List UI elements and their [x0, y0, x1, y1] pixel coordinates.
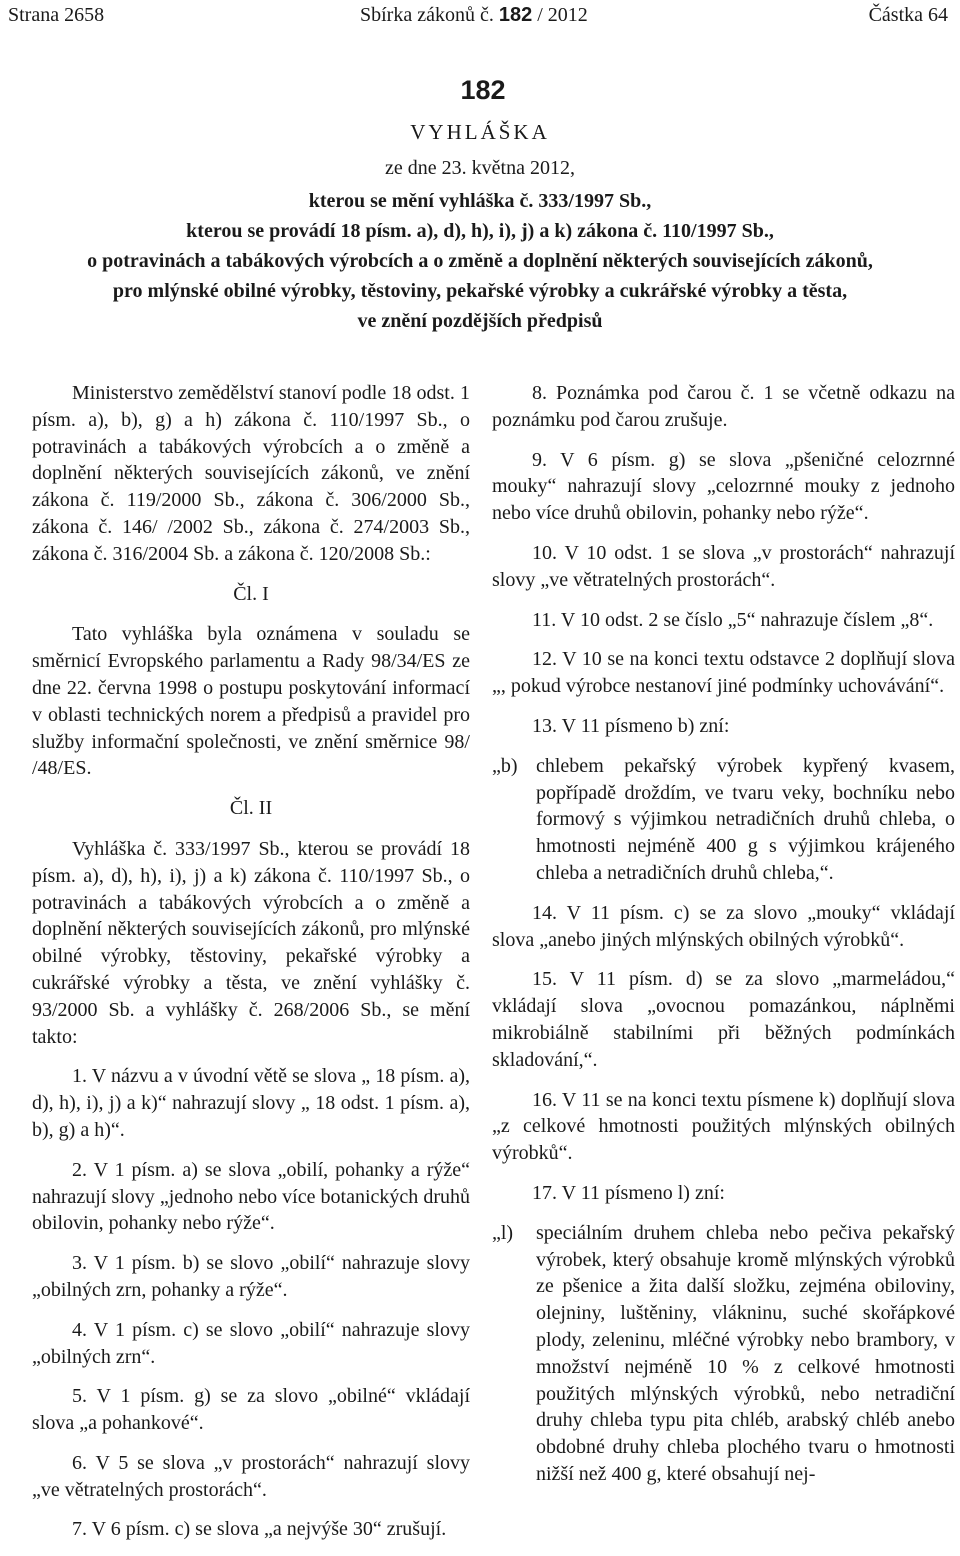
part-number: Částka 64 — [868, 4, 948, 26]
collection-number: 182 — [498, 4, 533, 26]
document-kind: VYHLÁŠKA — [410, 120, 550, 144]
amendment-point-16: 16. V 11 se na konci textu písmene k) doplňují slova „z celkové hmotnosti použitých mlýnských obilných výrobků“. — [492, 1088, 955, 1165]
article-2-text: Vyhláška č. 333/1997 Sb., kterou se provádí 18 písm. a), d), h), i), j) a k) zákona č. 110/1997 Sb., o potravinách a tabákových výrobcích a o změně a doplnění některých souvisejících zákonů, pro mlýnské obilné výrobky, těstoviny, pekařské výrobky a cukrářské výrobky a těsta, ve znění vyhlášky č. 93/2000 Sb. a vyhlášky č. 268/2006 Sb., se mění takto: — [32, 837, 470, 1048]
amendment-point-10: 10. V 10 odst. 1 se slova „v prostorách“ nahrazují slovy „ve větratelných prostorách“. — [492, 541, 955, 591]
amendment-point-3: 3. V 1 písm. b) se slovo „obilí“ nahrazuje slovy „obilných zrn, pohanky a rýže“. — [32, 1252, 470, 1301]
collection-prefix: Sbírka zákonů č. — [360, 4, 494, 26]
item-text: speciálním druhem chleba nebo pečiva pekařský výrobek, který obsahuje kromě mlýnských výrobků ze pšenice a žita další složku, zejména obiloviny, olejniny, luštěniny, vlákninu, suché skořápkové plody, zeleninu, mléčné výrobky nebo brambory, v množství nejméně 10 % z celkové hmotnosti použitých mlýnských výrobků, nebo netradiční druhy chleba typu pita chléb, arabský chléb anebo obdobné druhy chleba plochého tvaru o hmotnosti nižší než 400 g, které obsahují nej- — [536, 1221, 955, 1485]
collection-year: / 2012 — [537, 4, 588, 26]
amendment-point-14: 14. V 11 písm. c) se za slovo „mouky“ vkládají slova „anebo jiných mlýnských obilných výrobků“. — [492, 901, 955, 951]
subject-line: ve znění pozdějších předpisů — [357, 310, 603, 332]
document-subject — [0, 186, 960, 336]
collection-reference — [360, 4, 588, 27]
article-2-heading: Čl. II — [229, 797, 273, 820]
article-1-heading: Čl. I — [233, 582, 269, 605]
amendment-point-9: 9. V 6 písm. g) se slova „pšeničné celozrnné mouky“ nahrazují slovy „celozrnné mouky z jednoho nebo více druhů obilovin, pohanky nebo rýže“. — [492, 448, 955, 525]
amendment-point-6: 6. V 5 se slova „v prostorách“ nahrazují slovy „ve větratelných prostorách“. — [32, 1451, 470, 1501]
replacement-item-l — [492, 1220, 955, 1488]
document-number: 182 — [460, 75, 506, 105]
subject-line: kterou se provádí 18 písm. a), d), h), i), j) a k) zákona č. 110/1997 Sb., — [186, 220, 774, 242]
article-1-text: Tato vyhláška byla oznámena v souladu se směrnicí Evropského parlamentu a Rady 98/34/ES ze dne 22. června 1998 o postupu poskytování informací v oblasti technických norem a předpisů a pravidel pro služby informační společnosti, ve znění směrnice 98/ /48/ES. — [32, 623, 470, 780]
left-column — [32, 380, 470, 1556]
item-label: „b) — [492, 754, 518, 777]
document-title-block — [0, 70, 960, 336]
item-text: chlebem pekařský výrobek kypřený kvasem, popřípadě droždím, ve tvaru veky, bochníku nebo formový s výjimkou netradičních druhů chleba, o hmotnosti nejméně 400 g s výjimkou krájeného chleba a netradičních druhů chleba,“. — [536, 754, 955, 884]
amendment-point-13: 13. V 11 písmeno b) zní: — [532, 714, 730, 737]
amendment-point-17: 17. V 11 písmeno l) zní: — [532, 1181, 725, 1204]
amendment-point-7: 7. V 6 písm. c) se slova „a nejvýše 30“ zrušují. — [72, 1518, 447, 1541]
subject-line: pro mlýnské obilné výrobky, těstoviny, pekařské výrobky a cukrářské výrobky a těsta, — [112, 280, 848, 302]
amendment-point-4: 4. V 1 písm. c) se slovo „obilí“ nahrazuje slovy „obilných zrn“. — [32, 1318, 470, 1368]
item-label: „l) — [492, 1221, 514, 1244]
subject-line: kterou se mění vyhláška č. 333/1997 Sb., — [308, 190, 652, 212]
subject-line: o potravinách a tabákových výrobcích a o změně a doplnění některých souvisejících zákonů, — [87, 250, 873, 272]
page-number: Strana 2658 — [8, 4, 105, 26]
intro-paragraph: Ministerstvo zemědělství stanoví podle 18 odst. 1 písm. a), b), g) a h) zákona č. 110/1997 Sb., o potravinách a tabákových výrobcích a o změně a doplnění některých souvisejících zákonů, ve znění zákona č. 119/2000 Sb., zákona č. 306/2000 Sb., zákona č. 146/ /2002 Sb., zákona č. 274/2003 Sb., zákona č. 316/2004 Sb. a zákona č. 120/2008 Sb.: — [32, 382, 470, 565]
replacement-item-b — [492, 753, 955, 887]
amendment-point-1: 1. V názvu a v úvodní větě se slova „ 18 písm. a), d), h), i), j) a k)“ nahrazují slovy „ 18 odst. 1 písm. a), b), g) a h)“. — [32, 1065, 470, 1141]
amendment-point-12: 12. V 10 se na konci textu odstavce 2 doplňují slova „, pokud výrobce nestanoví jiné podmínky uchovávání“. — [492, 648, 955, 698]
amendment-point-2: 2. V 1 písm. a) se slova „obilí, pohanky a rýže“ nahrazují slovy „jednoho nebo více botanických druhů obilovin, pohanky nebo rýže“. — [32, 1158, 470, 1235]
amendment-point-15: 15. V 11 písm. d) se za slovo „marmeládou,“ vkládají slova „ovocnou pomazánkou, náplněmi mikrobiálně stabilními při běžných podmínkách skladování,“. — [492, 968, 955, 1071]
amendment-point-11: 11. V 10 odst. 2 se číslo „5“ nahrazuje číslem „8“. — [532, 608, 934, 631]
amendment-point-8: 8. Poznámka pod čarou č. 1 se včetně odkazu na poznámku pod čarou zrušuje. — [492, 382, 955, 431]
right-column — [492, 380, 955, 1501]
page-header — [0, 0, 960, 40]
document-date: ze dne 23. května 2012, — [385, 157, 575, 179]
amendment-point-5: 5. V 1 písm. g) se za slovo „obilné“ vkládají slova „a pohankové“. — [32, 1385, 470, 1435]
